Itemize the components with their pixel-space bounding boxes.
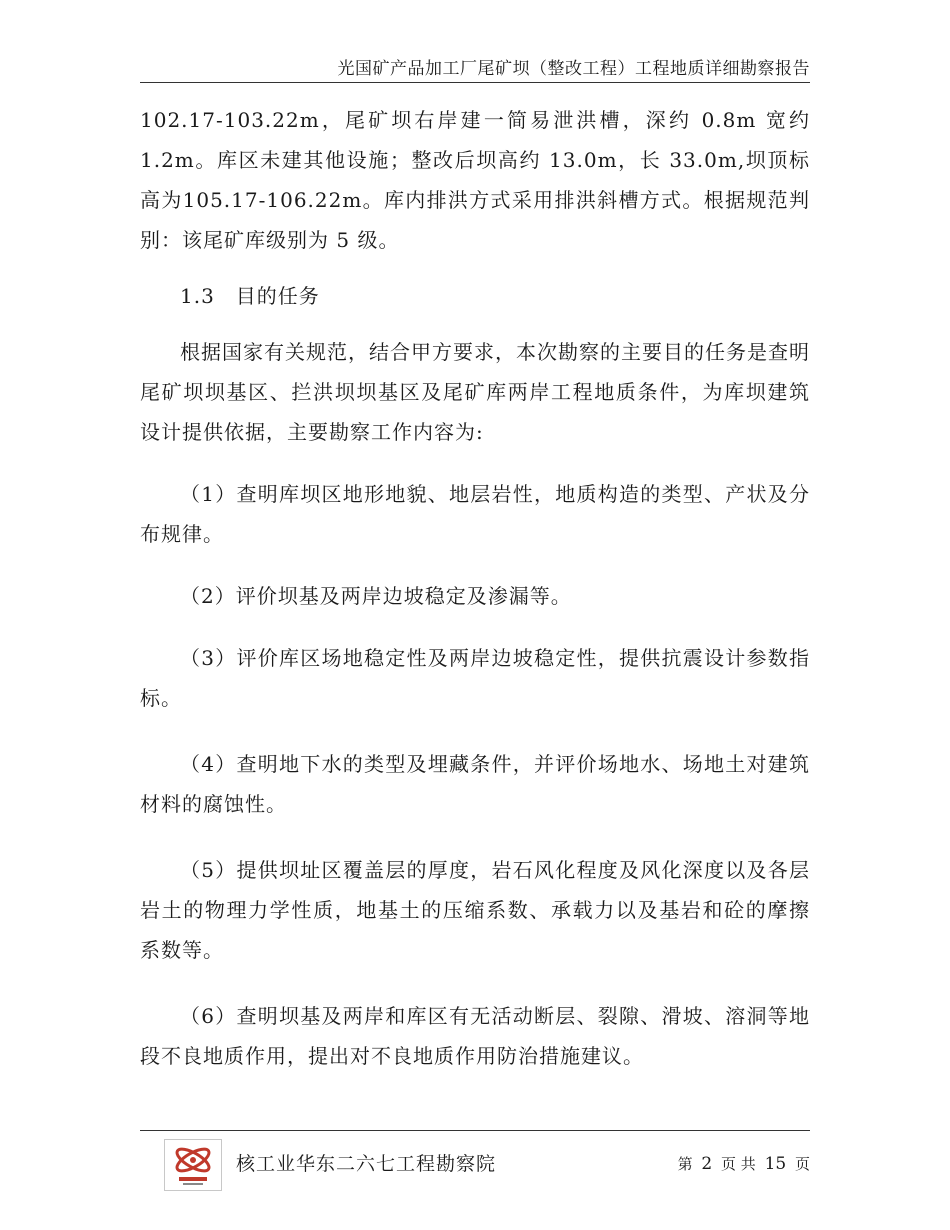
page-body [140,100,810,1076]
page-footer [140,1130,810,1193]
organization-name: 核工业华东二六七工程勘察院 [236,1153,497,1175]
company-logo [164,1139,222,1191]
task-item-2: （2）评价坝基及两岸边坡稳定及渗漏等。 [180,584,572,608]
page-prefix: 第 [677,1155,693,1173]
page-number [678,1153,810,1174]
atom-logo-icon [165,1140,221,1190]
page-suffix: 页 [794,1155,810,1173]
section-heading: 1.3 目的任务 [180,284,320,308]
task-item-6: （6）查明坝基及两岸和库区有无活动断层、裂隙、滑坡、溶洞等地段不良地质作用，提出对不良地质作用防治措施建议。 [140,1004,810,1068]
section-intro-paragraph: 根据国家有关规范，结合甲方要求，本次勘察的主要目的任务是查明尾矿坝坝基区、拦洪坝坝基区及尾矿库两岸工程地质条件，为库坝建筑设计提供依据，主要勘察工作内容为: [140,340,810,444]
total-pages: 15 [764,1154,787,1174]
page-middle: 页 共 [721,1155,756,1173]
task-item-4: （4）查明地下水的类型及埋藏条件，并评价场地水、场地土对建筑材料的腐蚀性。 [140,752,810,816]
report-title: 光国矿产品加工厂尾矿坝（整改工程）工程地质详细勘察报告 [337,59,810,79]
task-item-3: （3）评价库区场地稳定性及两岸边坡稳定性，提供抗震设计参数指标。 [140,646,810,710]
intro-paragraph: 102.17-103.22m，尾矿坝右岸建一简易泄洪槽，深约 0.8m 宽约 1.2m。库区未建其他设施；整改后坝高约 13.0m，长 33.0m,坝顶标高为105.17-106.22m。库内排洪方式采用排洪斜槽方式。根据规范判别：该尾矿库级别为 5 级。 [140,108,810,252]
page-header [140,50,810,83]
current-page: 2 [701,1154,713,1174]
task-item-5: （5）提供坝址区覆盖层的厚度，岩石风化程度及风化深度以及各层岩土的物理力学性质，地基土的压缩系数、承载力以及基岩和砼的摩擦系数等。 [140,858,810,962]
task-item-1: （1）查明库坝区地形地貌、地层岩性，地质构造的类型、产状及分布规律。 [140,482,810,546]
